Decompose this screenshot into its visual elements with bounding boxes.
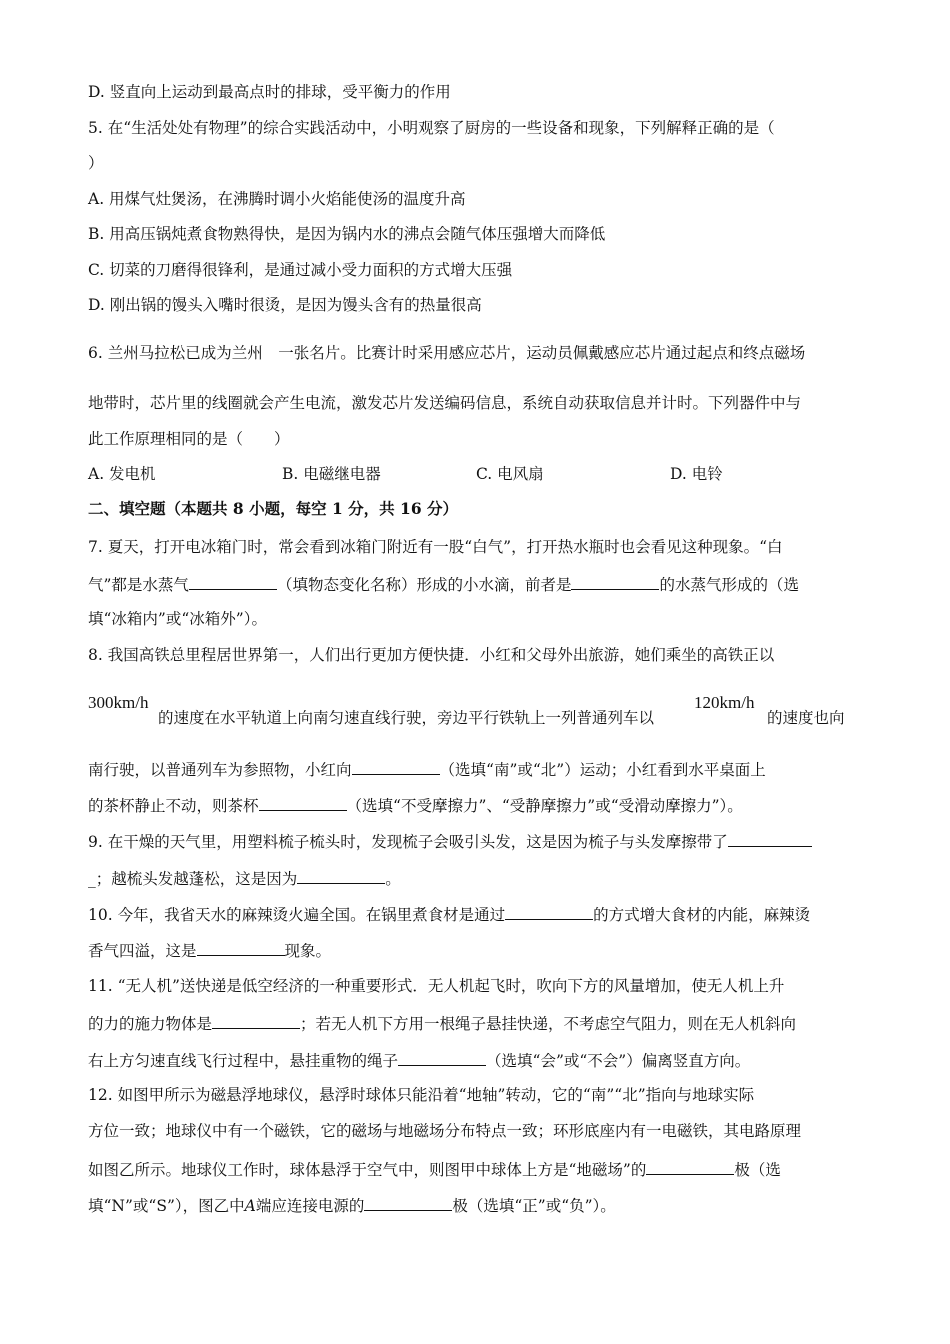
q7-text-c: 的水蒸气形成的（选 [659, 576, 799, 594]
q7-text-b: （填物态变化名称）形成的小水滴，前者是 [276, 576, 572, 594]
q8-line2-text-b: 的速度也向 [767, 709, 845, 727]
q6-option-c: C. 电风扇 [476, 465, 544, 483]
q8-line1: 8. 我国高铁总里程居世界第一，人们出行更加方便快捷．小红和父母外出旅游，她们乘坐的高铁正以 [88, 646, 775, 664]
q12-line2: 方位一致；地球仪中有一个磁铁，它的磁场与地磁场分布特点一致；环形底座内有一电磁铁，其电路原理 [88, 1122, 802, 1140]
q6-option-a: A. 发电机 [88, 465, 156, 483]
answer-blank[interactable] [505, 902, 593, 920]
q9-text-c: 。 [385, 870, 401, 888]
q5-stem-line1: 5. 在“生活处处有物理”的综合实践活动中，小明观察了厨房的一些设备和现象，下列解释正确的是（ [88, 119, 775, 137]
q11-text-c: 右上方匀速直线飞行过程中，悬挂重物的绳子 [88, 1052, 399, 1070]
q5-stem-line2: ） [88, 154, 104, 172]
q8-speed-300: 300km/h [88, 693, 149, 712]
q11-line1: 11. “无人机”送快递是低空经济的一种重要形式．无人机起飞时，吹向下方的风量增加，使无人机上升 [88, 977, 785, 995]
q7-text-a: 气”都是水蒸气 [88, 576, 189, 594]
q7-line2 [88, 572, 799, 596]
q6-option-d: D. 电铃 [670, 465, 723, 483]
q6-stem-line3: 此工作原理相同的是（ ） [88, 430, 290, 448]
q12-line1: 12. 如图甲所示为磁悬浮地球仪，悬浮时球体只能沿着“地轴”转动，它的“南”“北”指向与地球实际 [88, 1086, 755, 1104]
q12-line4 [88, 1193, 616, 1217]
q10-text-b: 的方式增大食材的内能，麻辣烫 [593, 906, 811, 924]
q5-option-a: A. 用煤气灶煲汤，在沸腾时调小火焰能使汤的温度升高 [88, 190, 466, 208]
answer-blank[interactable] [197, 938, 285, 956]
q8-line2-text-a: 的速度在水平轨道上向南匀速直线行驶，旁边平行铁轨上一列普通列车以 [158, 709, 655, 727]
q11-text-d: （选填“会”或“不会”）偏离竖直方向。 [486, 1052, 751, 1070]
answer-blank[interactable] [297, 866, 385, 884]
answer-blank[interactable] [364, 1193, 452, 1211]
q11-line2 [88, 1011, 796, 1035]
q7-line1: 7. 夏天，打开电冰箱门时，常会看到冰箱门附近有一股“白气”，打开热水瓶时也会看见这种现象。“白 [88, 538, 783, 556]
q6-option-b: B. 电磁继电器 [282, 465, 381, 483]
q10-text-c: 香气四溢，这是 [88, 942, 197, 960]
q5-option-c: C. 切菜的刀磨得很锋利，是通过减小受力面积的方式增大压强 [88, 261, 513, 279]
q8-speed-120: 120km/h [694, 693, 755, 712]
q8-text-b: （选填“南”或“北”）运动；小红看到水平桌面上 [439, 761, 766, 779]
q12-variable-a: A [244, 1197, 256, 1215]
q6-stem-line2: 地带时，芯片里的线圈就会产生电流，激发芯片发送编码信息，系统自动获取信息并计时。下列器件中与 [88, 394, 802, 412]
q8-text-a: 南行驶，以普通列车为参照物，小红向 [88, 761, 352, 779]
q8-line4 [88, 793, 743, 817]
q12-text-e: 极（选填“正”或“负”）。 [452, 1197, 616, 1215]
answer-blank[interactable] [728, 829, 812, 847]
q9-text-b: _；越梳头发越蓬松，这是因为 [88, 870, 298, 888]
q9-line1 [88, 829, 812, 853]
answer-blank[interactable] [571, 572, 659, 590]
q10-text-a: 10. 今年，我省天水的麻辣烫火遍全国。在锅里煮食材是通过 [88, 906, 506, 924]
answer-blank[interactable] [259, 793, 347, 811]
q8-text-c: 的茶杯静止不动，则茶杯 [88, 797, 259, 815]
q10-line1 [88, 902, 810, 926]
answer-blank[interactable] [212, 1011, 300, 1029]
answer-blank[interactable] [646, 1157, 734, 1175]
q12-text-b: 极（选 [734, 1161, 781, 1179]
q9-text-a: 9. 在干燥的天气里，用塑料梳子梳头时，发现梳子会吸引头发，这是因为梳子与头发摩擦带了 [88, 833, 728, 851]
q11-line3 [88, 1048, 750, 1072]
q12-text-c: 填“N”或“S”），图乙中 [88, 1197, 245, 1215]
q5-option-b: B. 用高压锅炖煮食物熟得快，是因为锅内水的沸点会随气体压强增大而降低 [88, 225, 606, 243]
q11-text-b: ；若无人机下方用一根绳子悬挂快递，不考虑空气阻力，则在无人机斜向 [300, 1015, 797, 1033]
q12-text-d: 端应连接电源的 [255, 1197, 365, 1215]
q12-text-a: 如图乙所示。地球仪工作时，球体悬浮于空气中，则图甲中球体上方是“地磁场”的 [88, 1161, 647, 1179]
q8-text-d: （选填“不受摩擦力”、“受静摩擦力”或“受滑动摩擦力”）。 [346, 797, 743, 815]
q5-option-d: D. 刚出锅的馒头入嘴时很烫，是因为馒头含有的热量很高 [88, 296, 482, 314]
section-title: 二、填空题（本题共 8 小题，每空 1 分，共 16 分） [88, 499, 459, 518]
answer-blank[interactable] [398, 1048, 486, 1066]
q6-stem-line1: 6. 兰州马拉松已成为兰州 一张名片。比赛计时采用感应芯片，运动员佩戴感应芯片通过起点和终点磁场 [88, 344, 806, 362]
q7-line3: 填“冰箱内”或“冰箱外”）。 [88, 610, 267, 628]
answer-blank[interactable] [352, 757, 440, 775]
q10-line2 [88, 938, 331, 962]
q9-line2 [88, 866, 401, 890]
q11-text-a: 的力的施力物体是 [88, 1015, 213, 1033]
q4-option-d: D. 竖直向上运动到最高点时的排球，受平衡力的作用 [88, 83, 451, 101]
q10-text-d: 现象。 [284, 942, 332, 960]
q8-line3 [88, 757, 766, 781]
answer-blank[interactable] [189, 572, 277, 590]
q12-line3 [88, 1157, 781, 1181]
